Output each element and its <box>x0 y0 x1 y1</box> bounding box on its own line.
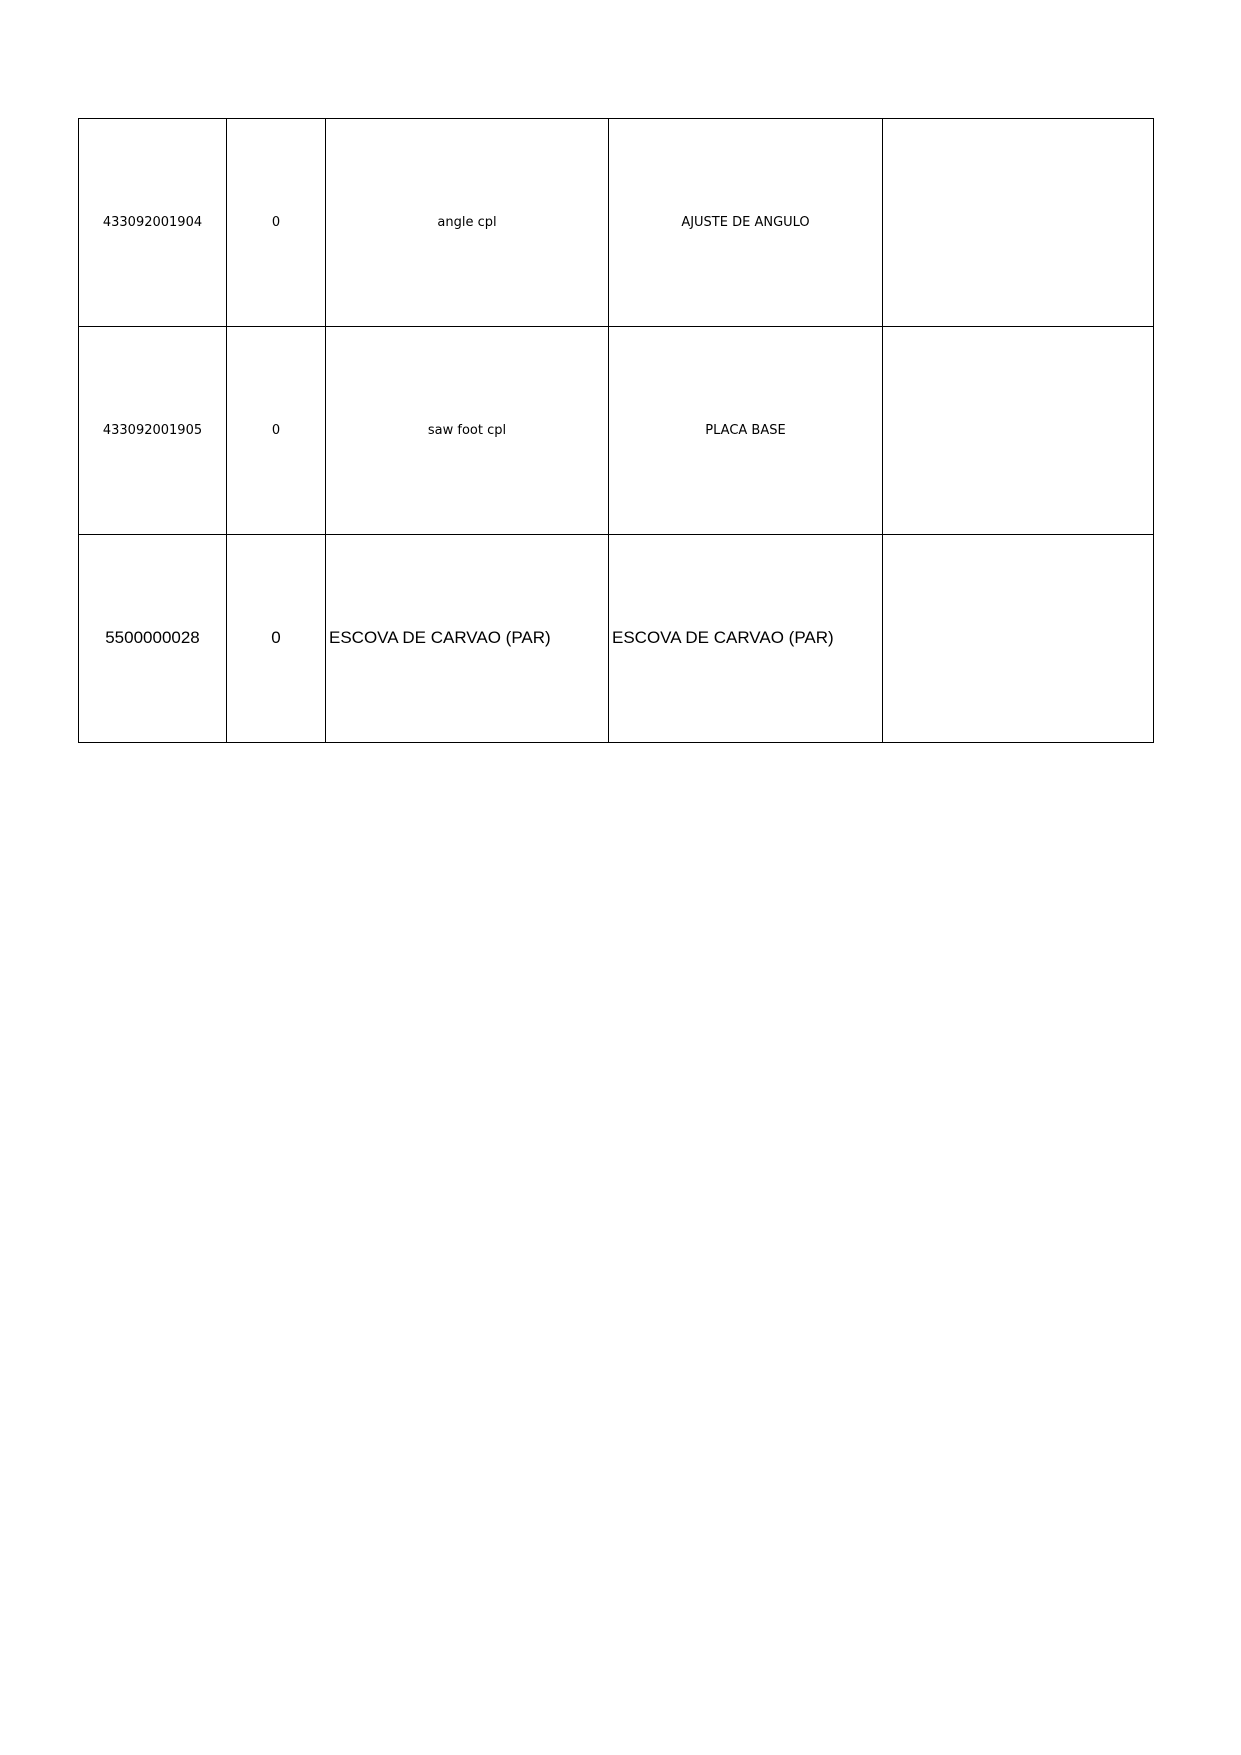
quantity-cell: 0 <box>227 119 326 327</box>
part-number-cell: 433092001905 <box>79 327 227 535</box>
parts-table <box>78 118 1154 743</box>
extra-cell <box>883 327 1154 535</box>
quantity-cell: 0 <box>227 535 326 743</box>
description-en-cell: saw foot cpl <box>326 327 609 535</box>
table-row <box>79 535 1154 743</box>
quantity-cell: 0 <box>227 327 326 535</box>
part-number-cell: 433092001904 <box>79 119 227 327</box>
description-pt-cell: PLACA BASE <box>609 327 883 535</box>
table-row <box>79 327 1154 535</box>
table-row <box>79 119 1154 327</box>
description-pt-cell: ESCOVA DE CARVAO (PAR) <box>609 535 883 743</box>
part-number-cell: 5500000028 <box>79 535 227 743</box>
extra-cell <box>883 535 1154 743</box>
description-en-cell: angle cpl <box>326 119 609 327</box>
description-en-cell: ESCOVA DE CARVAO (PAR) <box>326 535 609 743</box>
extra-cell <box>883 119 1154 327</box>
description-pt-cell: AJUSTE DE ANGULO <box>609 119 883 327</box>
